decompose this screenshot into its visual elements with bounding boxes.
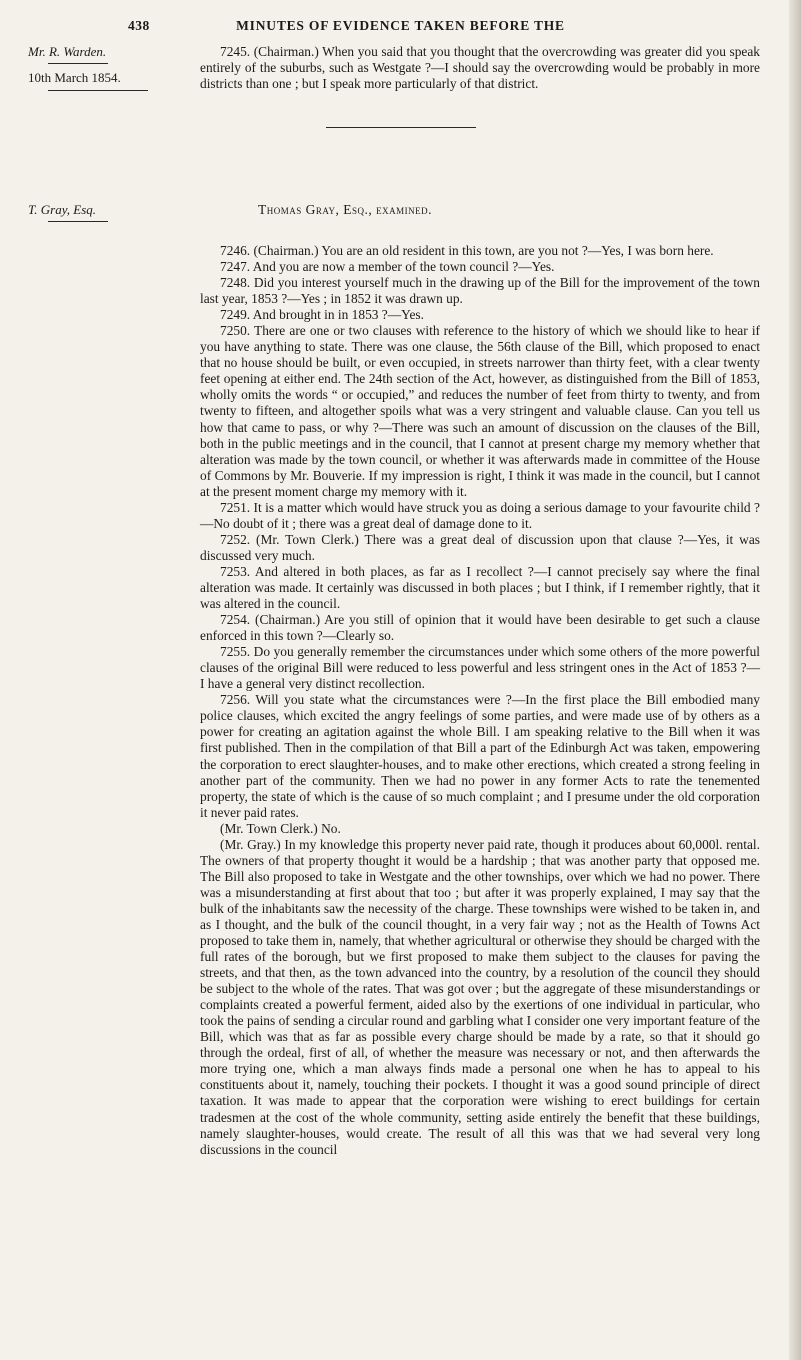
page-edge [789, 0, 801, 1360]
top-paragraph-block [200, 44, 760, 92]
margin-rule-2 [48, 90, 148, 91]
evidence-body [200, 243, 760, 1158]
paragraph-7256: 7256. Will you state what the circumstances were ?—In the first place the Bill embodied many police clauses, which excited the angry feelings of some parties, and were made use of by others as a power for creating an agitation against the whole Bill. I am speaking relative to the Bill when it was first published. Then in the compilation of that Bill a part of the Edinburgh Act was taken, empowering the corporation to erect slaughter-houses, and to make other erections, which created a strong feeling in another part of the community. Then we had no power in any former Acts to rate the tenemented property, the state of which is the cause of so much complaint ; and I presume under the old corporation it never paid rates. [200, 692, 760, 820]
margin-rule-3 [48, 221, 108, 222]
page-header [0, 18, 801, 34]
paragraph-7249: 7249. And brought in in 1853 ?—Yes. [220, 307, 424, 323]
margin-witness-current-text: T. Gray, Esq. [28, 202, 97, 217]
paragraph-7246: 7246. (Chairman.) You are an old resident in this town, are you not ?—Yes, I was born here. [220, 243, 714, 258]
margin-date [28, 70, 121, 86]
margin-witness-current [28, 202, 96, 218]
paragraph-7253: 7253. And altered in both places, as far as I recollect ?—I cannot precisely say where the final alteration was made. It certainly was discussed in both places ; but I think, if I remember rightly, that it was altered in the council. [200, 563, 760, 612]
paragraph: 7245. (Chairman.) When you said that you thought that the overcrowding was greater did you speak entirely of the suburbs, such as Westgate ?—I should say the overcrowding would be probably in more districts than one ; but I speak more particularly of that district. [200, 44, 760, 92]
paragraph-7250: 7250. There are one or two clauses with reference to the history of which we should like to hear if you have anything to state. There was one clause, the 56th clause of the Bill, which proposed to enact that no house should be built, or even occupied, in streets narrower than thirty feet, with a clear twenty feet opening at either end. The 24th section of the Act, however, as distinguished from the Bill of 1853, wholly omits the words “ or occupied,” and reduces the number of feet from thirty to twenty, and from twenty to fifteen, and altogether spoils what was a very stringent and valuable clause. Can you tell us how that came to pass, or why ?—There was such an amount of discussion on the clauses of the Bill, both in the public meetings and in the council, that I cannot at present charge my memory whether that alteration was made by the town council, or whether it was afterwards made in committee of the House of Commons by Mr. Bouverie. If my impression is right, I think it was made in the council, but I cannot at the present moment charge my memory with it. [200, 323, 760, 499]
paragraph-town-clerk: (Mr. Town Clerk.) No. [220, 820, 341, 836]
running-title: MINUTES OF EVIDENCE TAKEN BEFORE THE [236, 18, 565, 33]
margin-date-text: 10th March 1854. [28, 70, 121, 85]
margin-witness-prev [28, 44, 106, 60]
section-divider [326, 127, 476, 128]
section-title-text: Thomas Gray, Esq., examined. [258, 202, 433, 217]
paragraph-7248: 7248. Did you interest yourself much in the drawing up of the Bill for the improvement of the town last year, 1853 ?—Yes ; in 1852 it was drawn up. [200, 275, 760, 307]
page-number: 438 [128, 18, 150, 33]
paragraph-7255: 7255. Do you generally remember the circumstances under which some others of the more powerful clauses of the original Bill were reduced to less powerful and less stringent ones in the Act of 1853 ?— I have a general very distinct recollection. [200, 644, 760, 692]
paragraph-mr-gray: (Mr. Gray.) In my knowledge this property never paid rate, though it produces about 60,000l. rental. The owners of that property thought it would be a hardship ; that was another party that opposed me. The Bill also proposed to take in Westgate and the other townships, over which we had no power. There was a misunderstanding at first about that too ; but after it was properly explained, I may say that the bulk of the inhabitants saw the necessity of the charge. These townships were wished to be taken in, and as I thought, and the bulk of the council thought, in a very fair way ; not as the Health of Towns Act proposed to take them in, namely, that whether agricultural or otherwise they should be charged with the full rates of the borough, but we first proposed to make them subject to the clauses for paving the streets, and that then, as the town advanced into the country, by a resolution of the council they should be subject to the whole of the rates. That was got over ; but the aggregate of these misunderstandings or complaints created a powerful ferment, aided also by the exertions of one individual in particular, who took the pains of sending a circular round and garbling what I consider one very important feature of the Bill, which was that as far as possible every charge should be made by a rate, so that it should go through the ordeal, first of all, of whether the measure was necessary or not, and then afterwards the more trying one, which a man always finds made a personal one when he has to appeal to his constituents about it, namely, touching their pockets. I thought it was a good sound principle of direct taxation. It was made to appear that the corporation were wishing to erect buildings for certain tradesmen at the cost of the whole community, setting aside entirely the benefit that these buildings, namely slaughter-houses, would create. The result of all this was that we had several very long discussions in the council [200, 836, 760, 1157]
paragraph-7247: 7247. And you are now a member of the town council ?—Yes. [220, 259, 555, 275]
margin-rule-1 [48, 63, 108, 64]
section-title [258, 202, 432, 218]
paragraph-7254: 7254. (Chairman.) Are you still of opinion that it would have been desirable to get such a clause enforced in this town ?—Clearly so. [200, 612, 760, 644]
paragraph-7251: 7251. It is a matter which would have struck you as doing a serious damage to your favourite child ?—No doubt of it ; there was a great deal of damage done to it. [200, 499, 760, 531]
margin-witness-prev-text: Mr. R. Warden. [28, 44, 107, 59]
paragraph-7252: 7252. (Mr. Town Clerk.) There was a great deal of discussion upon that clause ?—Yes, it was discussed very much. [200, 531, 760, 563]
